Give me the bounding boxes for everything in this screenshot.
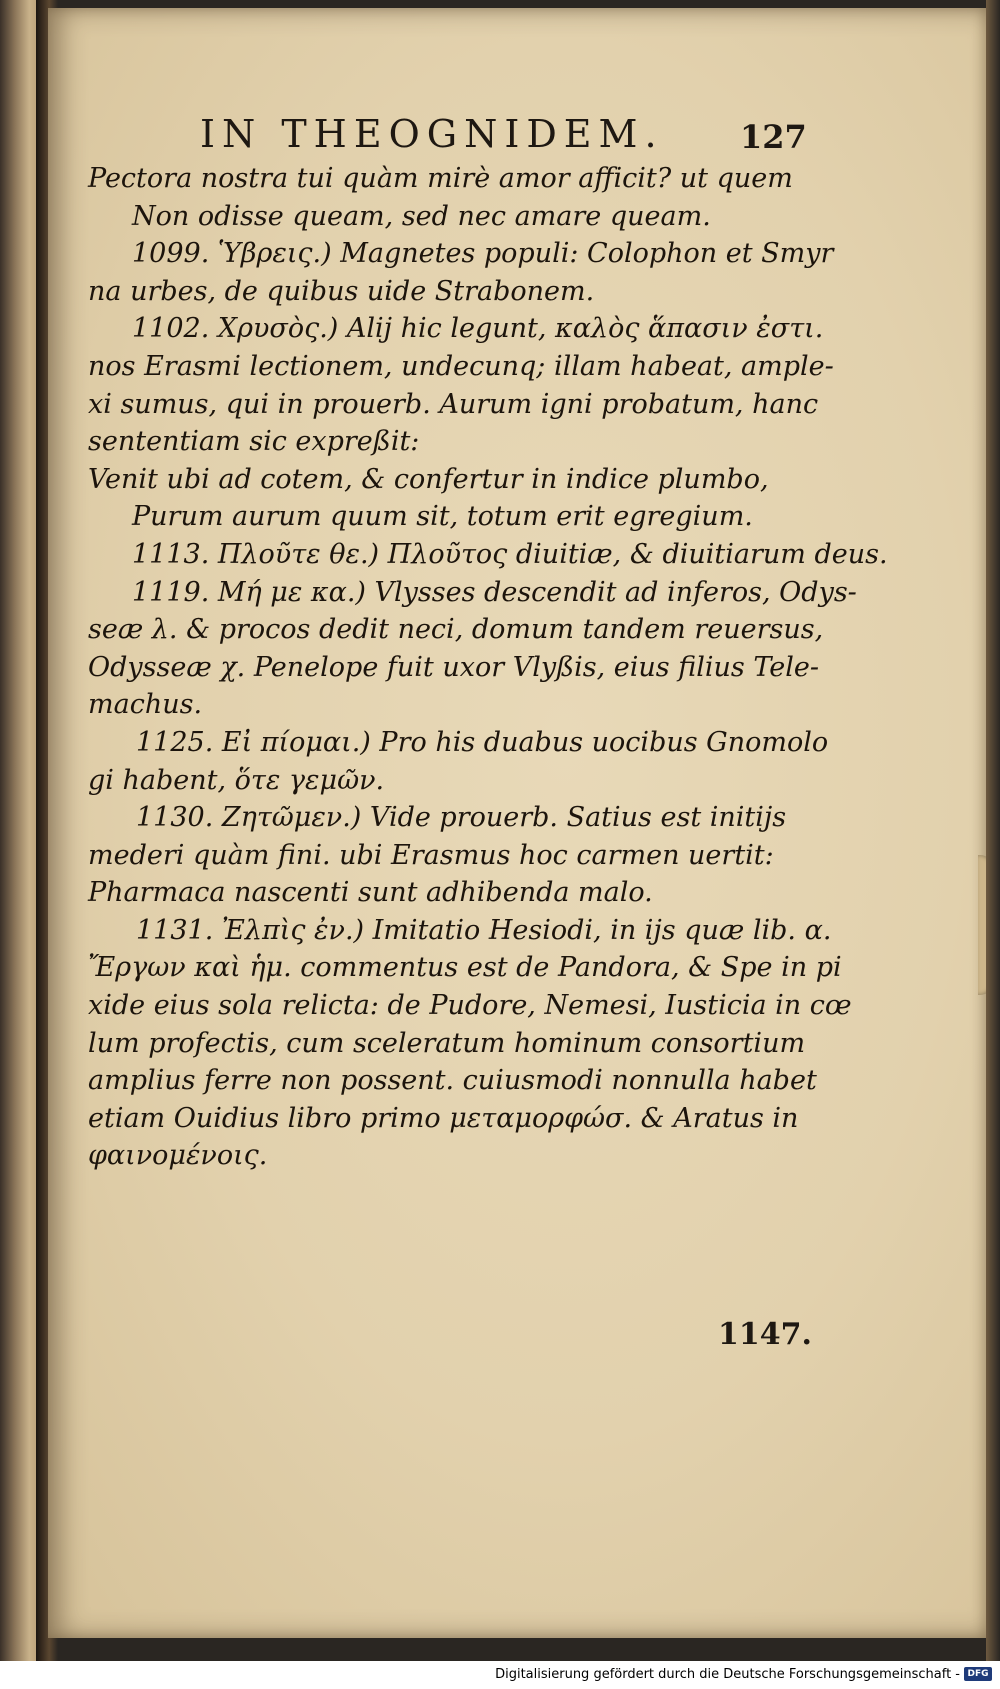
text-line: 1099. Ὑβρεις.) Magnetes populi: Colophon et Smyr [132, 238, 834, 270]
text-line: xide eius sola relicta: de Pudore, Nemesi, Iusticia in cœ [88, 990, 852, 1022]
text-line: 1113. Πλοῦτε θε.) Πλοῦτος diuitiæ, & diuitiarum deus. [132, 538, 888, 570]
text-line: lum profectis, cum sceleratum hominum consortium [88, 1027, 806, 1059]
text-line: Pharmaca nascenti sunt adhibenda malo. [88, 877, 653, 909]
text-line: machus. [88, 689, 203, 721]
text-line: Non odisse queam, sed nec amare queam. [132, 200, 711, 232]
text-line: φαινομένοις. [88, 1140, 268, 1172]
running-head: IN THEOGNIDEM. [200, 112, 664, 156]
text-line: xi sumus, qui in prouerb. Aurum igni probatum, hanc [88, 388, 819, 420]
text-line: sententiam sic expreßit: [88, 426, 420, 458]
text-line: mederi quàm fini. ubi Erasmus hoc carmen uertit: [88, 839, 774, 871]
text-line: Pectora nostra tui quàm mirè amor afficit? ut quem [88, 163, 793, 194]
footer-bar [0, 1661, 1000, 1689]
text-line: 1119. Μή με κα.) Vlysses descendit ad inferos, Odys- [132, 576, 857, 608]
text-line: seæ λ. & procos dedit neci, domum tandem reuersus, [88, 614, 824, 646]
text-line: Odysseæ χ. Penelope fuit uxor Vlyßis, eius filius Tele- [88, 651, 819, 683]
text-line: 1125. Εἰ πίομαι.) Pro his duabus uocibus Gnomolo [136, 726, 829, 758]
text-line: Ἔργων καὶ ἡμ. commentus est de Pandora, & Spe in pi [88, 952, 842, 984]
right-edge [986, 0, 1000, 1661]
text-line: 1102. Χρυσὸς.) Alij hic legunt, καλὸς ἅπασιν ἐστι. [132, 313, 824, 345]
text-line: 1131. Ἐλπὶς ἐν.) Imitatio Hesiodi, in ijs quæ lib. α. [136, 914, 832, 946]
text-line: etiam Ouidius libro primo μεταμορφώσ. & Aratus in [88, 1102, 799, 1134]
text-line: amplius ferre non possent. cuiusmodi nonnulla habet [88, 1065, 817, 1097]
text-line: Purum aurum quum sit, totum erit egregium. [132, 501, 753, 533]
text-line: gi habent, ὅτε γεμῶν. [88, 764, 385, 796]
text-line: na urbes, de quibus uide Strabonem. [88, 275, 595, 307]
funding-credit: Digitalisierung gefördert durch die Deutsche Forschungsgemeinschaft - [495, 1667, 960, 1682]
text-line: nos Erasmi lectionem, undecunq; illam habeat, ample- [88, 350, 834, 382]
signature-mark: 1147. [718, 1317, 812, 1352]
body-text [88, 160, 888, 1175]
dfg-logo: DFG [964, 1667, 992, 1681]
text-line: Venit ubi ad cotem, & confertur in indice plumbo, [88, 463, 769, 495]
text-line: 1130. Ζητῶμεν.) Vide prouerb. Satius est initijs [136, 802, 787, 834]
page-number: 127 [740, 118, 807, 156]
